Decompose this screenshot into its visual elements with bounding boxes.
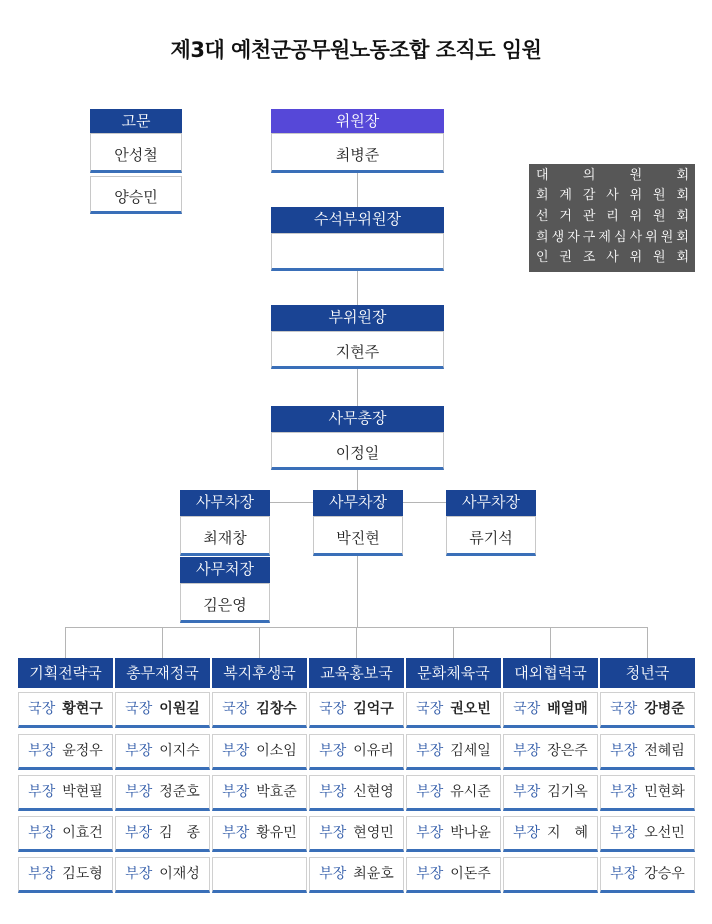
member-name: 강병준 — [644, 701, 685, 717]
role-label: 부장 — [416, 866, 444, 882]
committee-char: 원 — [653, 188, 666, 203]
committee-row — [536, 166, 689, 186]
committee-char: 위 — [645, 230, 658, 245]
secretary-general-name: 이정일 — [335, 444, 380, 462]
member-name: 권오빈 — [450, 701, 491, 717]
role-label: 부장 — [222, 743, 250, 759]
secretary-general-header: 사무총장 — [271, 406, 444, 432]
department-member-cell — [503, 775, 598, 811]
department-header: 복지후생국 — [212, 658, 307, 688]
office-head-name: 김은영 — [203, 596, 247, 614]
member-name: 이돈주 — [450, 866, 491, 882]
role-label: 부장 — [416, 784, 444, 800]
role-label: 국장 — [416, 701, 444, 717]
deputy-header-center: 사무차장 — [313, 490, 403, 516]
dept-drop-connector — [647, 627, 648, 658]
role-label: 부장 — [28, 825, 56, 841]
department-member-cell — [406, 857, 501, 893]
member-name: 이소임 — [256, 743, 297, 759]
department-member-cell — [212, 734, 307, 770]
advisor-box-2 — [90, 176, 182, 214]
committee-char: 권 — [559, 250, 572, 265]
member-name: 김억구 — [353, 701, 394, 717]
committee-row — [536, 207, 689, 227]
committee-char: 거 — [559, 209, 572, 224]
role-label: 부장 — [222, 784, 250, 800]
committee-char: 관 — [582, 209, 596, 224]
role-label: 부장 — [513, 743, 541, 759]
role-label: 국장 — [222, 701, 250, 717]
committee-char: 사 — [606, 250, 619, 265]
department-member-cell — [503, 857, 598, 893]
chair-name: 최병준 — [335, 146, 380, 164]
department-member-cell — [600, 816, 695, 852]
deputy-name: 최재창 — [203, 529, 247, 547]
committee-row — [536, 186, 689, 206]
department-head-cell — [600, 692, 695, 728]
department-member-cell — [600, 775, 695, 811]
dept-drop-connector — [550, 627, 551, 658]
dept-drop-connector — [453, 627, 454, 658]
committee-char: 계 — [559, 188, 572, 203]
department-member-cell — [600, 857, 695, 893]
secretary-general-box — [271, 432, 444, 470]
member-name: 김기옥 — [547, 784, 588, 800]
committee-char: 위 — [629, 250, 643, 265]
role-label: 부장 — [125, 866, 153, 882]
deputy-header-right: 사무차장 — [446, 490, 536, 516]
role-label: 부장 — [28, 743, 56, 759]
role-label: 부장 — [319, 825, 347, 841]
committee-char: 원 — [660, 230, 674, 245]
committee-char: 사 — [606, 188, 619, 203]
chair-header: 위원장 — [271, 109, 444, 133]
member-name: 최윤호 — [353, 866, 394, 882]
advisor-header: 고문 — [90, 109, 182, 133]
role-label: 국장 — [125, 701, 153, 717]
committee-char: 회 — [676, 209, 689, 224]
department-member-cell — [18, 775, 113, 811]
role-label: 부장 — [28, 866, 56, 882]
committee-char: 회 — [676, 250, 689, 265]
member-name: 강승우 — [644, 866, 685, 882]
department-head-cell — [309, 692, 404, 728]
department-member-cell — [18, 816, 113, 852]
committee-char: 구 — [582, 230, 596, 245]
department-member-cell — [212, 816, 307, 852]
committee-char: 위 — [629, 188, 643, 203]
role-label: 국장 — [28, 701, 56, 717]
committee-char: 자 — [567, 230, 580, 245]
committee-char: 원 — [629, 168, 643, 183]
committee-char: 희 — [536, 230, 549, 245]
office-head-box — [180, 583, 270, 623]
member-name: 김세일 — [450, 743, 491, 759]
committee-char: 인 — [536, 250, 549, 265]
advisor-box-1 — [90, 133, 182, 173]
committee-char: 리 — [606, 209, 619, 224]
committee-char: 사 — [629, 230, 643, 245]
committee-char: 조 — [582, 250, 596, 265]
role-label: 부장 — [610, 825, 638, 841]
department-header: 총무재정국 — [115, 658, 210, 688]
department-header: 대외협력국 — [503, 658, 598, 688]
dept-drop-connector — [259, 627, 260, 658]
committee-char: 위 — [629, 209, 643, 224]
department-member-cell — [309, 734, 404, 770]
vice-name: 지현주 — [335, 343, 380, 361]
member-name: 황유민 — [256, 825, 297, 841]
member-name: 이지수 — [159, 743, 200, 759]
deputy-box-right — [446, 516, 536, 556]
member-name: 이유리 — [353, 743, 394, 759]
role-label: 부장 — [125, 743, 153, 759]
member-name: 유시준 — [450, 784, 491, 800]
deputy-header-left: 사무차장 — [180, 490, 270, 516]
senior-vice-box — [271, 233, 444, 271]
senior-vice-header: 수석부위원장 — [271, 207, 444, 233]
department-head-cell — [503, 692, 598, 728]
department-member-cell — [406, 775, 501, 811]
dept-drop-connector — [356, 627, 357, 658]
role-label: 부장 — [319, 866, 347, 882]
committee-char: 원 — [653, 250, 666, 265]
role-label: 국장 — [610, 701, 638, 717]
member-name: 김도형 — [62, 866, 103, 882]
committee-char: 회 — [676, 168, 689, 183]
department-header: 청년국 — [600, 658, 695, 688]
department-member-cell — [309, 775, 404, 811]
department-head-cell — [212, 692, 307, 728]
department-member-cell — [600, 734, 695, 770]
member-name: 박현필 — [62, 784, 103, 800]
deputy-name: 류기석 — [469, 529, 513, 547]
department-member-cell — [309, 816, 404, 852]
role-label: 부장 — [610, 866, 638, 882]
member-name: 배열매 — [547, 701, 588, 717]
committee-char: 회 — [536, 188, 549, 203]
dept-drop-connector — [65, 627, 66, 658]
department-member-cell — [18, 857, 113, 893]
member-name: 황현구 — [62, 701, 103, 717]
role-label: 부장 — [124, 825, 152, 841]
deputy-box-left — [180, 516, 270, 556]
member-name: 현영민 — [353, 825, 394, 841]
member-name: 이재성 — [159, 866, 200, 882]
committees-legend — [529, 164, 695, 272]
role-label: 국장 — [319, 701, 347, 717]
member-name: 전혜림 — [644, 743, 685, 759]
department-head-cell — [406, 692, 501, 728]
member-name: 정준호 — [159, 784, 200, 800]
dept-drop-connector — [162, 627, 163, 658]
member-name: 김 종 — [159, 825, 201, 841]
role-label: 부장 — [222, 825, 250, 841]
department-member-cell — [309, 857, 404, 893]
committee-char: 제 — [598, 230, 611, 245]
department-head-cell — [115, 692, 210, 728]
department-member-cell — [406, 734, 501, 770]
office-head-header: 사무처장 — [180, 557, 270, 583]
vice-header: 부위원장 — [271, 305, 444, 331]
member-name: 오선민 — [644, 825, 685, 841]
committee-row — [536, 248, 689, 268]
department-member-cell — [115, 775, 210, 811]
committee-char: 대 — [536, 168, 549, 183]
department-head-cell — [18, 692, 113, 728]
role-label: 부장 — [125, 784, 153, 800]
deputy-name: 박진현 — [336, 529, 380, 547]
advisor-name: 안성철 — [114, 146, 158, 164]
member-name: 박효준 — [256, 784, 297, 800]
department-member-cell — [406, 816, 501, 852]
page-title: 제3대 예천군공무원노동조합 조직도 임원 — [170, 38, 542, 62]
role-label: 부장 — [610, 743, 638, 759]
committee-char: 생 — [551, 230, 565, 245]
member-name: 민현화 — [644, 784, 685, 800]
committee-char: 회 — [676, 230, 689, 245]
department-member-cell — [115, 857, 210, 893]
department-member-cell — [212, 775, 307, 811]
member-name: 이원길 — [159, 701, 200, 717]
role-label: 부장 — [319, 743, 347, 759]
department-member-cell — [18, 734, 113, 770]
vice-box — [271, 331, 444, 369]
role-label: 부장 — [513, 784, 541, 800]
chair-box — [271, 133, 444, 173]
advisor-name: 양승민 — [114, 188, 158, 206]
role-label: 부장 — [416, 743, 444, 759]
committee-char: 원 — [653, 209, 666, 224]
department-header: 문화체육국 — [406, 658, 501, 688]
committee-char: 심 — [613, 230, 627, 245]
committee-char: 감 — [582, 188, 596, 203]
member-name: 장은주 — [547, 743, 588, 759]
committee-char: 선 — [536, 209, 549, 224]
role-label: 부장 — [416, 825, 444, 841]
role-label: 부장 — [512, 825, 540, 841]
committee-char: 회 — [676, 188, 689, 203]
committee-char: 의 — [582, 168, 596, 183]
department-member-cell — [115, 734, 210, 770]
role-label: 부장 — [319, 784, 347, 800]
role-label: 국장 — [513, 701, 541, 717]
role-label: 부장 — [610, 784, 638, 800]
committee-row — [536, 228, 689, 248]
department-header: 기획전략국 — [18, 658, 113, 688]
department-header: 교육홍보국 — [309, 658, 404, 688]
member-name: 박나윤 — [450, 825, 491, 841]
department-member-cell — [503, 816, 598, 852]
role-label: 부장 — [28, 784, 56, 800]
member-name: 신현영 — [353, 784, 394, 800]
department-member-cell — [212, 857, 307, 893]
department-member-cell — [503, 734, 598, 770]
department-member-cell — [115, 816, 210, 852]
member-name: 이효건 — [62, 825, 103, 841]
member-name: 지 혜 — [547, 825, 589, 841]
member-name: 윤정우 — [62, 743, 103, 759]
member-name: 김창수 — [256, 701, 297, 717]
deputy-box-center — [313, 516, 403, 556]
